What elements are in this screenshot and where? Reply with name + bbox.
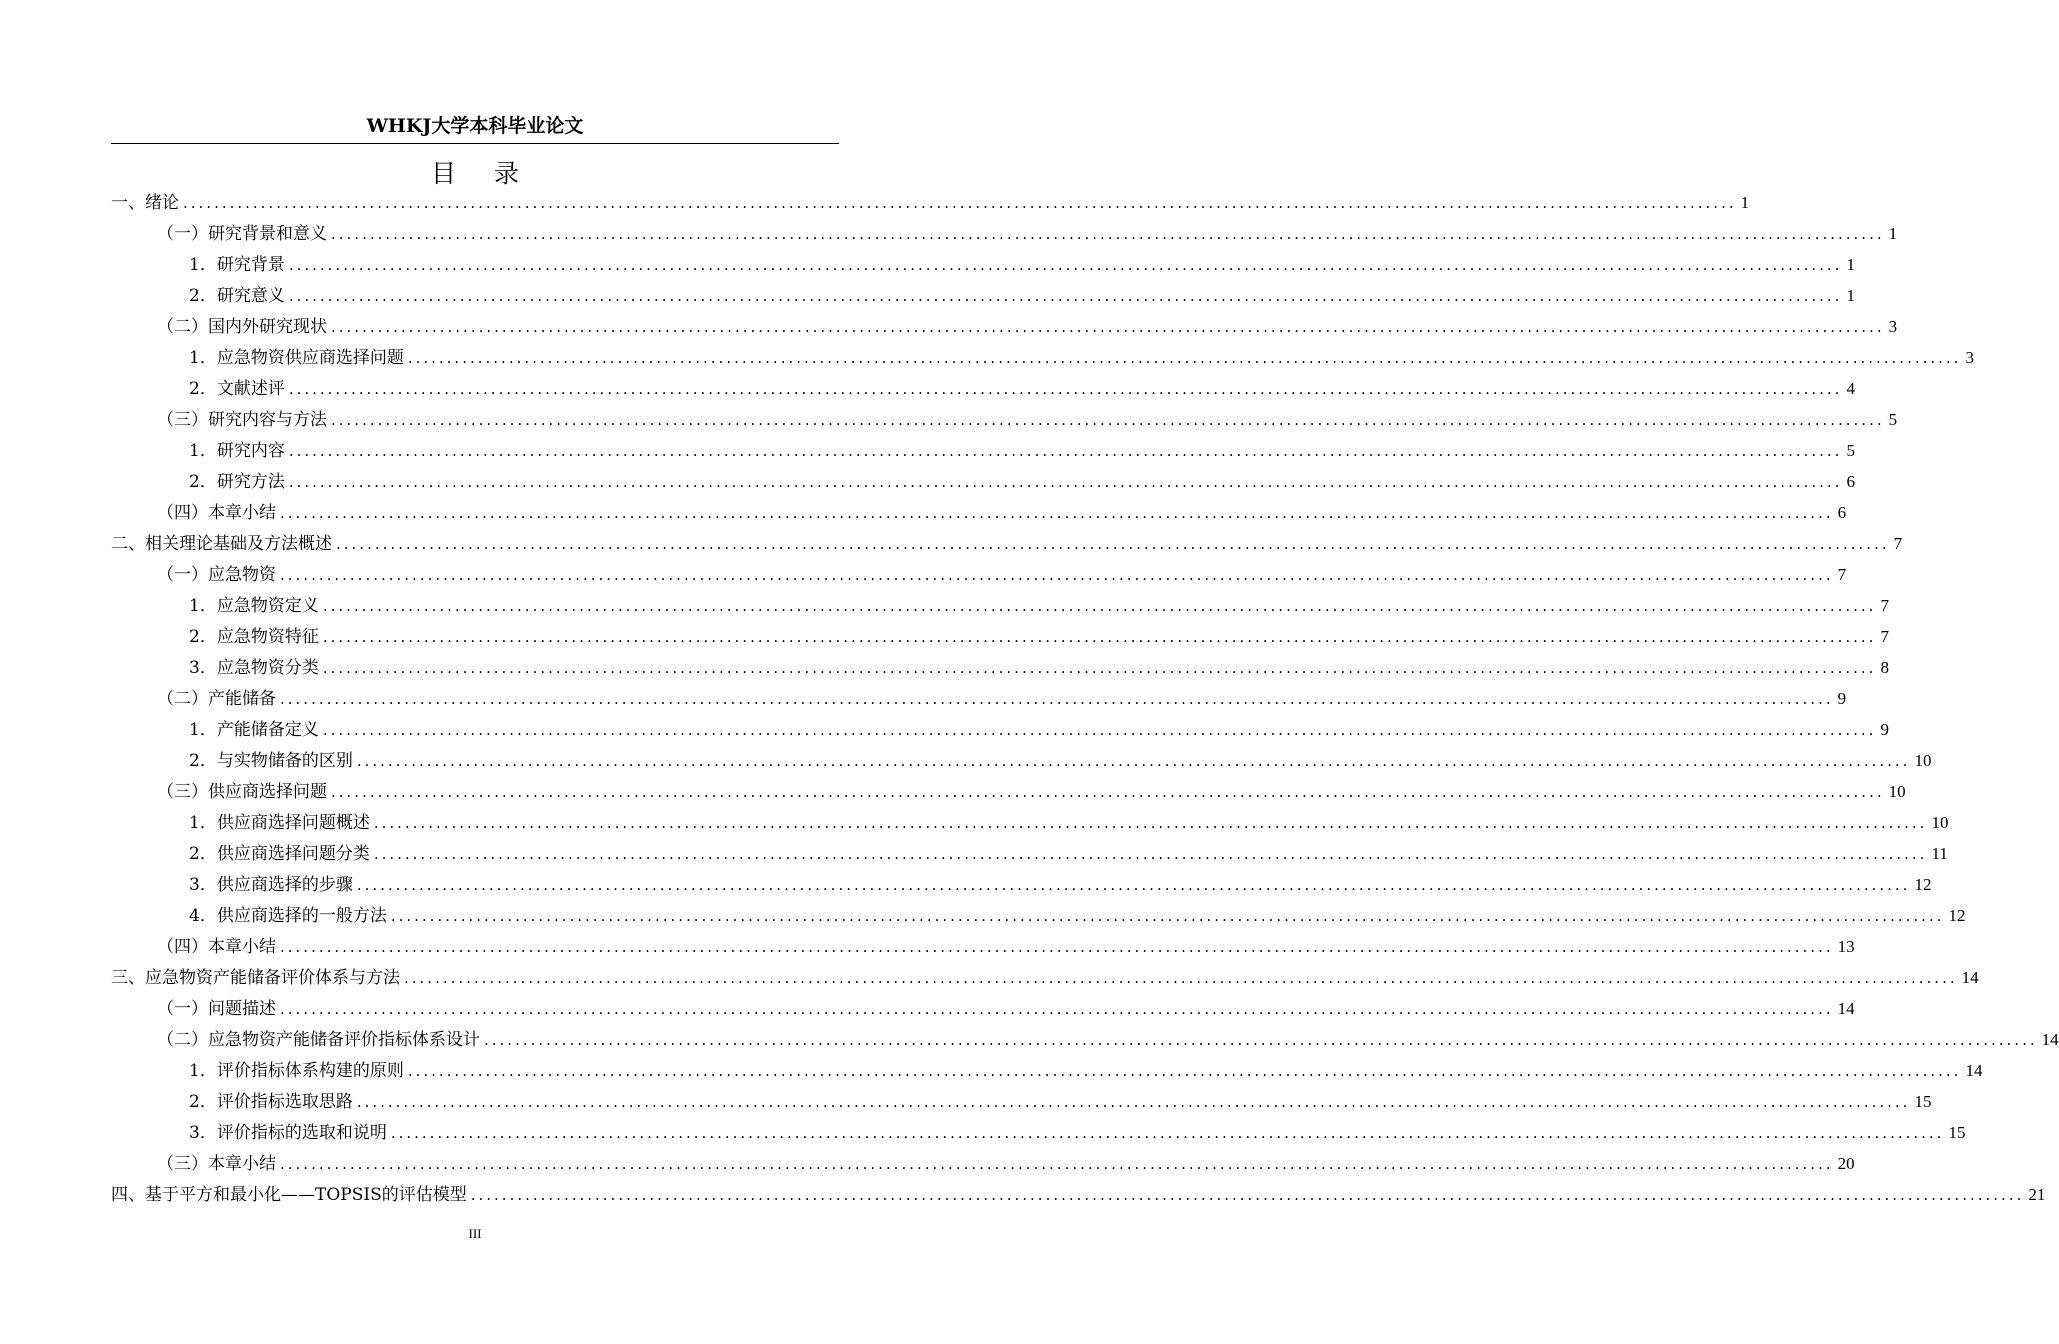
dot-leader: ........................................................................................................................................................................................................ <box>288 287 1843 305</box>
toc-entry-label: 2．与实物储备的区别 <box>189 751 353 771</box>
dot-leader: ........................................................................................................................................................................................................ <box>288 442 1843 460</box>
toc-entry[interactable] <box>111 962 1979 993</box>
toc-entry-page: 7 <box>1880 596 1889 615</box>
toc-entry-page: 10 <box>1931 813 1949 832</box>
toc-entry-label: （三）供应商选择问题 <box>157 782 327 802</box>
toc-entry-page: 7 <box>1837 565 1847 584</box>
toc-entry-label: （一）研究背景和意义 <box>157 224 327 244</box>
dot-leader: ........................................................................................................................................................................................................ <box>331 318 1885 336</box>
toc-entry[interactable] <box>111 1086 1932 1117</box>
toc-entry[interactable] <box>111 466 1855 497</box>
toc-entry[interactable] <box>111 404 1898 435</box>
toc-entry-page: 11 <box>1931 844 1948 863</box>
toc-entry-label: 4．供应商选择的一般方法 <box>189 906 387 926</box>
toc-entry-page: 8 <box>1880 658 1889 677</box>
toc-entry[interactable] <box>111 807 1949 838</box>
toc-entry[interactable] <box>111 249 1855 280</box>
toc-entry-label: 2．研究意义 <box>189 286 285 306</box>
toc-entry-label: 2．文献述评 <box>189 379 285 399</box>
dot-leader: ........................................................................................................................................................................................................ <box>280 504 1834 522</box>
dot-leader: ........................................................................................................................................................................................................ <box>288 256 1843 274</box>
toc-entry-label: （一）问题描述 <box>157 999 276 1019</box>
toc-entry-label: 三、应急物资产能储备评价体系与方法 <box>111 968 400 988</box>
toc-entry-label: （一）应急物资 <box>157 565 276 585</box>
toc-entry-label: （二）国内外研究现状 <box>157 317 327 337</box>
toc-entry-label: 四、基于平方和最小化——TOPSIS的评估模型 <box>111 1185 467 1205</box>
toc-entry-label: 2．应急物资特征 <box>189 627 319 647</box>
toc-entry[interactable] <box>111 993 1855 1024</box>
toc-entry[interactable] <box>111 714 1889 745</box>
toc-entry[interactable] <box>111 931 1855 962</box>
toc-entry-label: 1．应急物资供应商选择问题 <box>189 348 404 368</box>
toc-entry-page: 13 <box>1837 937 1855 956</box>
toc-entry-page: 1 <box>1888 224 1898 243</box>
toc-entry[interactable] <box>111 311 1898 342</box>
dot-leader: ........................................................................................................................................................................................................ <box>331 411 1885 429</box>
toc-entry[interactable] <box>111 745 1932 776</box>
dot-leader: ........................................................................................................................................................................................................ <box>373 814 1928 832</box>
dot-leader: ........................................................................................................................................................................................................ <box>336 535 1890 553</box>
dot-leader: ........................................................................................................................................................................................................ <box>356 752 1911 770</box>
toc-entry-label: 1．产能储备定义 <box>189 720 319 740</box>
toc-entry-page: 9 <box>1837 689 1847 708</box>
toc-entry-label: 1．评价指标体系构建的原则 <box>189 1061 404 1081</box>
toc-entry-label: 二、相关理论基础及方法概述 <box>111 534 332 554</box>
dot-leader: ........................................................................................................................................................................................................ <box>390 1124 1945 1142</box>
toc-entry-page: 15 <box>1948 1123 1966 1142</box>
toc-entry-label: （四）本章小结 <box>157 937 276 957</box>
toc-entry-page: 10 <box>1914 751 1932 770</box>
toc-entry[interactable] <box>111 1055 1983 1086</box>
toc-entry-page: 3 <box>1888 317 1898 336</box>
dot-leader: ........................................................................................................................................................................................................ <box>280 566 1834 584</box>
toc-entry-page: 7 <box>1880 627 1889 646</box>
toc-entry-page: 1 <box>1846 255 1855 274</box>
dot-leader: ........................................................................................................................................................................................................ <box>280 690 1834 708</box>
toc-entry[interactable] <box>111 838 1948 869</box>
toc-entry-label: 3．供应商选择的步骤 <box>189 875 353 895</box>
toc-entry-label: （二）应急物资产能储备评价指标体系设计 <box>157 1030 480 1050</box>
dot-leader: ........................................................................................................................................................................................................ <box>322 659 1877 677</box>
toc-entry-page: 20 <box>1837 1154 1855 1173</box>
dot-leader: ........................................................................................................................................................................................................ <box>331 225 1885 243</box>
toc-entry[interactable] <box>111 590 1889 621</box>
page-header: WHKJ大学本科毕业论文 <box>366 115 584 137</box>
toc-entry[interactable] <box>111 869 1932 900</box>
toc-entry[interactable] <box>111 776 1906 807</box>
toc-entry-label: 1．研究背景 <box>189 255 285 275</box>
toc-entry-page: 7 <box>1893 534 1903 553</box>
toc-entry-page: 15 <box>1914 1092 1932 1111</box>
toc-entry-label: 3．评价指标的选取和说明 <box>189 1123 387 1143</box>
toc-entry-page: 5 <box>1888 410 1898 429</box>
toc-entry[interactable] <box>111 683 1847 714</box>
dot-leader: ........................................................................................................................................................................................................ <box>373 845 1928 863</box>
toc-entry-page: 14 <box>1961 968 1979 987</box>
toc-entry-label: （三）本章小结 <box>157 1154 276 1174</box>
dot-leader: ........................................................................................................................................................................................................ <box>280 1155 1834 1173</box>
toc-entry-label: （四）本章小结 <box>157 503 276 523</box>
dot-leader: ........................................................................................................................................................................................................ <box>407 1062 1962 1080</box>
table-of-contents <box>111 187 2059 1210</box>
dot-leader: ........................................................................................................................................................................................................ <box>280 1000 1834 1018</box>
dot-leader: ........................................................................................................................................................................................................ <box>484 1031 2038 1049</box>
toc-entry-label: 3．应急物资分类 <box>189 658 319 678</box>
dot-leader: ........................................................................................................................................................................................................ <box>322 628 1877 646</box>
header-rule <box>111 143 839 144</box>
toc-entry[interactable] <box>111 528 1903 559</box>
dot-leader: ........................................................................................................................................................................................................ <box>322 597 1877 615</box>
toc-entry[interactable] <box>111 1024 2059 1055</box>
toc-entry-page: 4 <box>1846 379 1855 398</box>
dot-leader: ........................................................................................................................................................................................................ <box>356 876 1911 894</box>
toc-entry[interactable] <box>111 1117 1966 1148</box>
toc-entry[interactable] <box>111 652 1889 683</box>
toc-entry-label: 2．评价指标选取思路 <box>189 1092 353 1112</box>
toc-entry-page: 12 <box>1948 906 1966 925</box>
toc-entry[interactable] <box>111 373 1855 404</box>
toc-entry-page: 6 <box>1837 503 1847 522</box>
toc-entry[interactable] <box>111 497 1847 528</box>
toc-entry-page: 12 <box>1914 875 1932 894</box>
dot-leader: ........................................................................................................................................................................................................ <box>356 1093 1911 1111</box>
dot-leader: ........................................................................................................................................................................................................ <box>390 907 1945 925</box>
toc-entry-page: 21 <box>2028 1185 2046 1204</box>
toc-entry-label: 1．研究内容 <box>189 441 285 461</box>
toc-entry[interactable] <box>111 218 1898 249</box>
toc-entry-label: 1．应急物资定义 <box>189 596 319 616</box>
toc-entry-page: 6 <box>1846 472 1855 491</box>
toc-entry[interactable] <box>111 342 1974 373</box>
dot-leader: ........................................................................................................................................................................................................ <box>288 473 1843 491</box>
toc-entry-page: 14 <box>1837 999 1855 1018</box>
toc-entry-label: 1．供应商选择问题概述 <box>189 813 370 833</box>
page-number: III <box>468 1226 482 1241</box>
dot-leader: ........................................................................................................................................................................................................ <box>288 380 1843 398</box>
toc-entry-page: 14 <box>1965 1061 1983 1080</box>
toc-entry[interactable] <box>111 900 1966 931</box>
toc-entry-page: 5 <box>1846 441 1855 460</box>
toc-entry-label: 2．供应商选择问题分类 <box>189 844 370 864</box>
toc-entry-label: （二）产能储备 <box>157 689 276 709</box>
toc-entry-page: 14 <box>2041 1030 2059 1049</box>
dot-leader: ........................................................................................................................................................................................................ <box>322 721 1877 739</box>
toc-entry-page: 9 <box>1880 720 1889 739</box>
toc-entry-page: 1 <box>1740 193 1750 212</box>
toc-entry[interactable] <box>111 1148 1855 1179</box>
dot-leader: ........................................................................................................................................................................................................ <box>407 349 1962 367</box>
dot-leader: ........................................................................................................................................................................................................ <box>280 938 1834 956</box>
toc-entry[interactable] <box>111 187 1750 218</box>
toc-entry[interactable] <box>111 435 1855 466</box>
dot-leader: ........................................................................................................................................................................................................ <box>331 783 1885 801</box>
toc-entry-page: 1 <box>1846 286 1855 305</box>
dot-leader: ........................................................................................................................................................................................................ <box>470 1186 2025 1204</box>
dot-leader: ........................................................................................................................................................................................................ <box>183 194 1737 212</box>
toc-entry[interactable] <box>111 621 1889 652</box>
toc-title: 目 录 <box>431 159 534 188</box>
dot-leader: ........................................................................................................................................................................................................ <box>404 969 1958 987</box>
toc-entry-label: （三）研究内容与方法 <box>157 410 327 430</box>
toc-entry[interactable] <box>111 1179 2046 1210</box>
toc-entry-page: 10 <box>1888 782 1906 801</box>
toc-entry-label: 2．研究方法 <box>189 472 285 492</box>
toc-entry-label: 一、绪论 <box>111 193 179 213</box>
toc-entry-page: 3 <box>1965 348 1974 367</box>
toc-entry[interactable] <box>111 559 1847 590</box>
toc-entry[interactable] <box>111 280 1855 311</box>
